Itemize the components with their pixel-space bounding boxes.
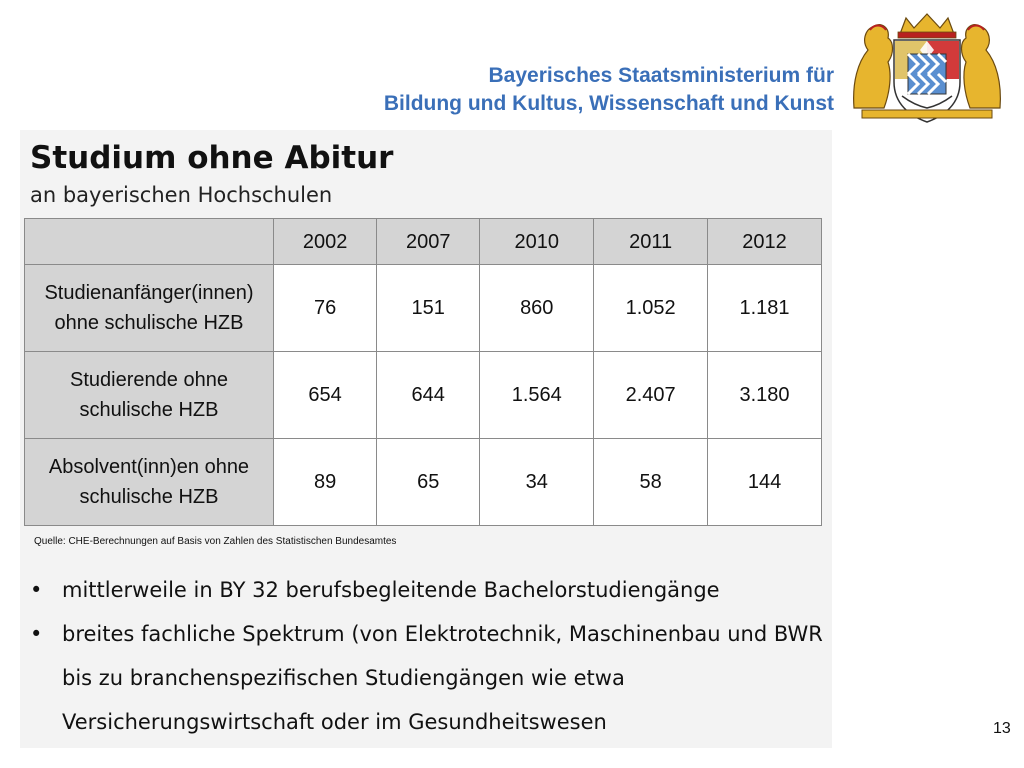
bullet-list xyxy=(30,568,830,744)
page-number: 13 xyxy=(993,720,1011,737)
table-cell: 1.052 xyxy=(594,265,708,352)
table-cell: 1.564 xyxy=(480,352,594,439)
table-cell: 76 xyxy=(274,265,377,352)
ministry-line-2: Bildung und Kultus, Wissenschaft und Kunst xyxy=(383,92,834,115)
slide-subtitle: an bayerischen Hochschulen xyxy=(30,183,333,207)
table-cell: 34 xyxy=(480,439,594,526)
source-note: Quelle: CHE-Berechnungen auf Basis von Zahlen des Statistischen Bundesamtes xyxy=(34,536,397,547)
table-cell: 644 xyxy=(377,352,480,439)
table-cell: 654 xyxy=(274,352,377,439)
table-cell: 58 xyxy=(594,439,708,526)
table-row xyxy=(25,265,822,352)
row-label xyxy=(25,265,274,352)
bullet-item: • breites fachliche Spektrum (von Elektrotechnik, Maschinenbau und BWR bis zu branchenspezifischen Studiengängen wie etwa Versicherungswirtschaft oder im Gesundheitswesen xyxy=(30,612,830,744)
statistics-table xyxy=(24,218,822,526)
year-header: 2010 xyxy=(480,219,594,265)
row-label-line: Studierende ohne xyxy=(70,369,228,391)
row-label-line: schulische HZB xyxy=(79,399,219,421)
table-cell: 89 xyxy=(274,439,377,526)
table-corner-cell xyxy=(25,219,274,265)
row-label xyxy=(25,352,274,439)
table-cell: 65 xyxy=(377,439,480,526)
bullet-item: • mittlerweile in BY 32 berufsbegleitende Bachelorstudiengänge xyxy=(30,568,830,612)
slide-title: Studium ohne Abitur xyxy=(30,140,394,176)
table-row xyxy=(25,439,822,526)
ministry-line-1: Bayerisches Staatsministerium für xyxy=(488,64,834,87)
year-header: 2002 xyxy=(274,219,377,265)
table-cell: 3.180 xyxy=(708,352,822,439)
bavarian-coat-of-arms-icon xyxy=(848,12,1006,124)
row-label-line: Absolvent(inn)en ohne xyxy=(48,456,250,478)
row-label-line: schulische HZB xyxy=(79,486,219,508)
table-cell: 2.407 xyxy=(594,352,708,439)
table-cell: 1.181 xyxy=(708,265,822,352)
row-label xyxy=(25,439,274,526)
ministry-name xyxy=(384,62,834,118)
table-row xyxy=(25,352,822,439)
row-label-line: ohne schulische HZB xyxy=(54,312,244,334)
row-label-line: Studienanfänger(innen) xyxy=(44,282,254,304)
table-header-row xyxy=(25,219,822,265)
table-cell: 151 xyxy=(377,265,480,352)
year-header: 2007 xyxy=(377,219,480,265)
table-cell: 860 xyxy=(480,265,594,352)
table-cell: 144 xyxy=(708,439,822,526)
year-header: 2011 xyxy=(594,219,708,265)
year-header: 2012 xyxy=(708,219,822,265)
